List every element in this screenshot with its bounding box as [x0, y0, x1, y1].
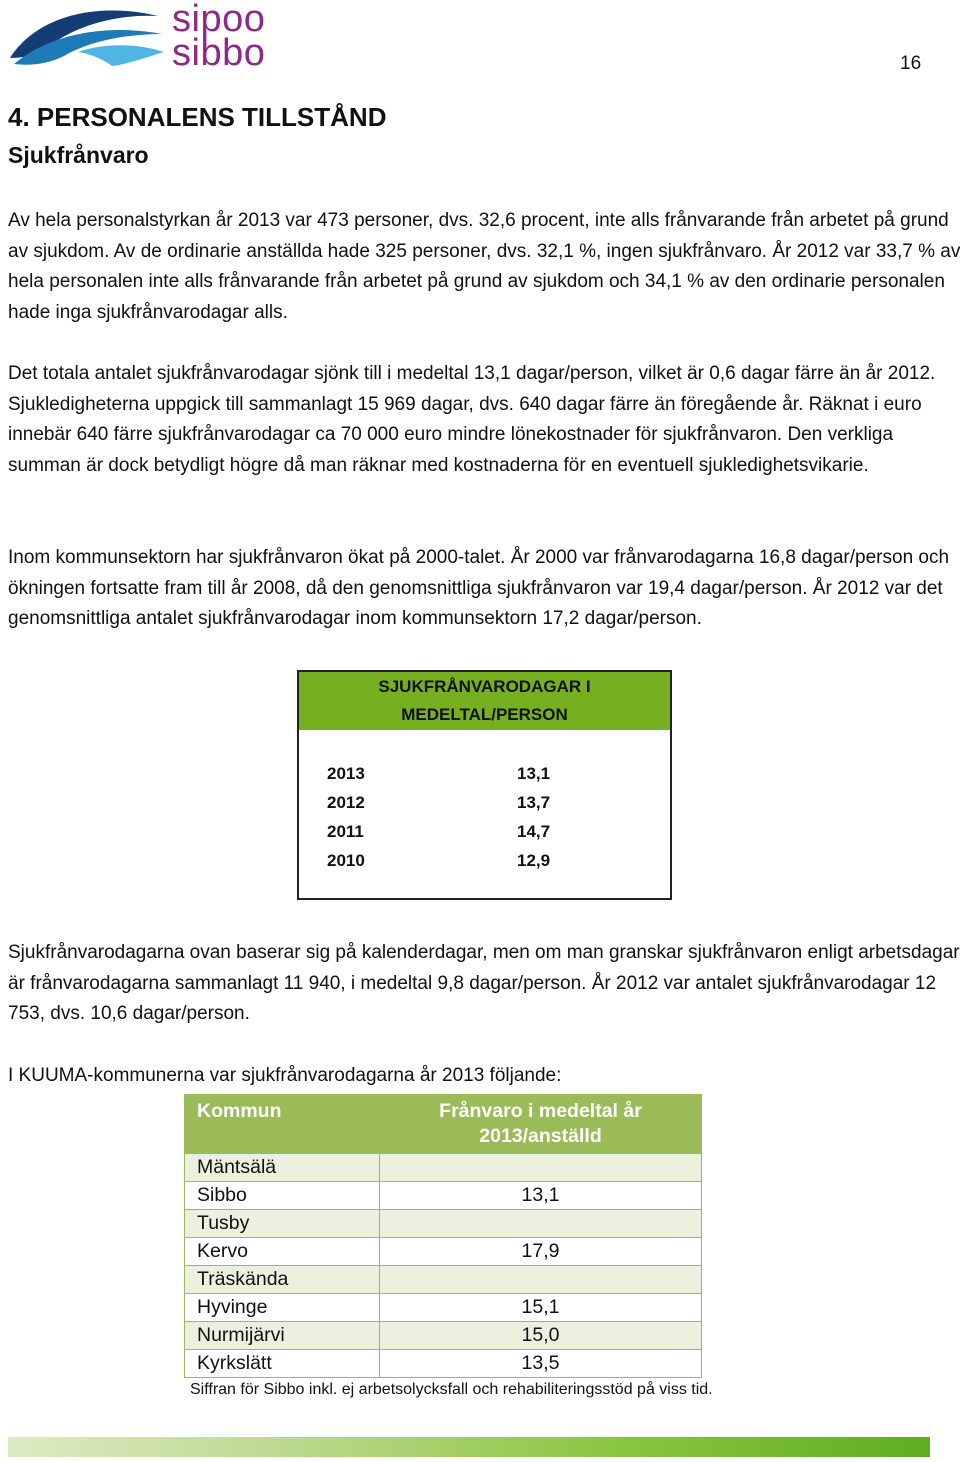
logo-word-sipoo: sipoo: [172, 0, 266, 40]
sick-days-box-header: [299, 672, 670, 730]
table-row: [185, 1266, 702, 1294]
paragraph-4: Sjukfrånvarodagarna ovan baserar sig på kalenderdagar, men om man granskar sjukfrånvaron enligt arbetsdagar är frånvarodagarna sammanlagt 11 940, i medeltal 9,8 dagar/person. År 2012 var antalet sjukfrånvarodagar 12 753, dvs. 10,6 dagar/person.: [8, 942, 960, 1025]
value-cell: [380, 1210, 702, 1238]
wave-logo-icon: [8, 0, 168, 80]
sick-days-value: 13,1: [517, 764, 551, 783]
table-row: [185, 1210, 702, 1238]
kommun-cell: Kyrkslätt: [185, 1350, 380, 1378]
value-cell: 17,9: [380, 1238, 702, 1266]
table-row: [185, 1238, 702, 1266]
sick-days-value: 12,9: [517, 851, 551, 870]
paragraph-3: Inom kommunsektorn har sjukfrånvaron ökat på 2000-talet. År 2000 var frånvarodagarna 16,8 dagar/person och ökningen fortsatte fram till år 2008, då den genomsnittliga sjukfrånvaron var 19,4 dagar/person. År 2012 var det genomsnittliga antalet sjukfrånvarodagar inom kommunsektorn 17,2 dagar/person.: [8, 547, 950, 630]
table-row: [185, 1294, 702, 1322]
value-cell: 13,1: [380, 1182, 702, 1210]
column-header-kommun: Kommun: [185, 1095, 380, 1154]
table-row: [185, 1322, 702, 1350]
value-cell: [380, 1266, 702, 1294]
sick-days-year: 2011: [327, 822, 364, 841]
value-cell: 15,0: [380, 1322, 702, 1350]
page-number: 16: [900, 53, 922, 74]
column-header-franvaro: Frånvaro i medeltal år 2013/anställd: [380, 1095, 702, 1154]
sick-days-header-line-2: MEDELTAL/PERSON: [401, 705, 568, 724]
kommun-cell: Sibbo: [185, 1182, 380, 1210]
kommun-cell: Tusby: [185, 1210, 380, 1238]
kommun-cell: Mäntsälä: [185, 1154, 380, 1182]
kommun-cell: Kervo: [185, 1238, 380, 1266]
table-row: [185, 1182, 702, 1210]
value-cell: [380, 1154, 702, 1182]
sick-days-value: 14,7: [517, 822, 551, 841]
sick-days-year: 2010: [327, 851, 365, 870]
table-row: [185, 1154, 702, 1182]
value-cell: 15,1: [380, 1294, 702, 1322]
paragraph-1: Av hela personalstyrkan år 2013 var 473 personer, dvs. 32,6 procent, inte alls frånvarande från arbetet på grund av sjukdom. Av de ordinarie anställda hade 325 personer, dvs. 32,1 %, ingen sjukfrånvaro. År 2012 var 33,7 % av hela personalen inte alls frånvarande från arbetet på grund av sjukdom och 34,1 % av den ordinarie personalen hade inga sjukfrånvarodagar alls.: [8, 210, 960, 324]
table-row: [185, 1350, 702, 1378]
logo-word-sibbo: sibbo: [172, 32, 266, 74]
table-header-row: [185, 1095, 702, 1154]
kommun-cell: Träskända: [185, 1266, 380, 1294]
section-heading: 4. PERSONALENS TILLSTÅND: [8, 102, 387, 132]
footer-gradient-bar: [8, 1437, 930, 1457]
kuuma-municipalities-table: [184, 1094, 702, 1378]
sick-days-box: [297, 670, 672, 900]
footnote: Siffran för Sibbo inkl. ej arbetsolycksfall och rehabiliteringsstöd på viss tid.: [190, 1381, 713, 1398]
sick-days-year: 2013: [327, 764, 365, 783]
sick-days-year: 2012: [327, 793, 365, 812]
sub-heading: Sjukfrånvaro: [8, 142, 149, 168]
sipoo-sibbo-logo: [8, 0, 268, 80]
sick-days-header-line-1: SJUKFRÅNVARODAGAR I: [378, 677, 591, 696]
kommun-cell: Hyvinge: [185, 1294, 380, 1322]
paragraph-5: I KUUMA-kommunerna var sjukfrånvarodagarna år 2013 följande:: [8, 1065, 562, 1086]
paragraph-2: Det totala antalet sjukfrånvarodagar sjönk till i medeltal 13,1 dagar/person, vilket är 0,6 dagar färre än år 2012. Sjukledigheterna uppgick till sammanlagt 15 969 dagar, dvs. 640 dagar färre än föregående år. Räknat i euro innebär 640 färre sjukfrånvarodagar ca 70 000 euro mindre lönekostnader för sjukfrånvaron. Den verkliga summan är dock betydligt högre då man räknar med kostnaderna för en eventuell sjukledighetsvikarie.: [8, 363, 936, 477]
value-cell: 13,5: [380, 1350, 702, 1378]
sick-days-value: 13,7: [517, 793, 551, 812]
kommun-cell: Nurmijärvi: [185, 1322, 380, 1350]
